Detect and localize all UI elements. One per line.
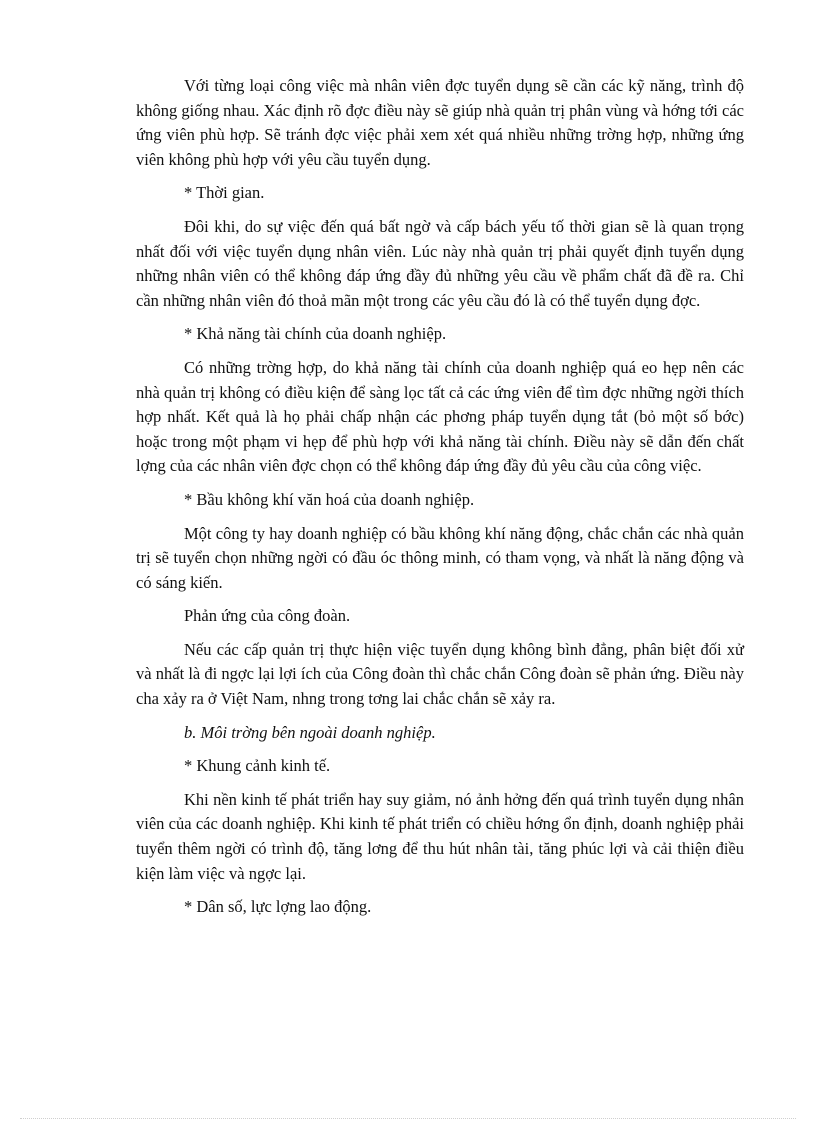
paragraph-economic-context: Khi nền kinh tế phát triển hay suy giảm, nó ảnh hởng đến quá trình tuyển dụng nhân viên của các doanh nghiệp. Khi kinh tế phát triển có chiều hớng ổn định, doanh nghiệp phải tuyển thêm ngời có trình độ, tăng lơng để thu hút nhân tài, tăng phúc lợi và cải thiện điều kiện làm việc và ngợc lại.	[136, 789, 744, 883]
heading-culture: * Bầu không khí văn hoá của doanh nghiệp.	[184, 489, 475, 509]
heading-financial-capacity: * Khả năng tài chính của doanh nghiệp.	[184, 324, 447, 344]
paragraph-culture: Một công ty hay doanh nghiệp có bầu không khí năng động, chắc chắn các nhà quản trị sẽ tuyển chọn những ngời có đầu óc thông minh, có tham vọng, và nhất là năng động và có sáng kiến.	[136, 523, 744, 592]
paragraph-time: Đôi khi, do sự việc đến quá bất ngờ và cấp bách yếu tố thời gian sẽ là quan trọng nhất đối với việc tuyển dụng nhân viên. Lúc này nhà quản trị phải quyết định tuyển dụng những nhân viên có thể không đáp ứng đầy đủ những yêu cầu về phẩm chất đã đề ra. Chỉ cần những nhân viên đó thoả mãn một trong các yêu cầu đó là có thể tuyển dụng đợc.	[136, 216, 744, 310]
paragraph-job-requirements: Với từng loại công việc mà nhân viên đợc tuyển dụng sẽ cần các kỹ năng, trình độ không giống nhau. Xác định rõ đợc điều này sẽ giúp nhà quản trị phân vùng và hớng tới các ứng viên phù hợp. Sẽ tránh đợc việc phải xem xét quá nhiều những trờng hợp, những ứng viên không phù hợp với yêu cầu tuyển dụng.	[136, 76, 744, 169]
heading-economic-context: * Khung cảnh kinh tế.	[184, 756, 331, 776]
heading-population-labor: * Dân số, lực lợng lao động.	[184, 897, 372, 917]
paragraph-union-reaction: Nếu các cấp quản trị thực hiện việc tuyển dụng không bình đẳng, phân biệt đối xử và nhất là đi ngợc lại lợi ích của Công đoàn thì chắc chắn Công đoàn sẽ phản ứng. Điều này cha xảy ra ở Việt Nam, nhng trong tơng lai chắc chắn sẽ xảy ra.	[136, 639, 744, 709]
heading-union-reaction: Phản ứng của công đoàn.	[184, 606, 351, 626]
page-bottom-divider	[20, 1118, 796, 1119]
section-heading-external-environment: b. Môi trờng bên ngoài doanh nghiệp.	[184, 722, 436, 742]
heading-time: * Thời gian.	[184, 183, 265, 203]
document-page	[136, 74, 744, 929]
paragraph-financial-capacity: Có những trờng hợp, do khả năng tài chính của doanh nghiệp quá eo hẹp nên các nhà quản trị không có điều kiện để sàng lọc tất cả các ứng viên để tìm đợc những ngời thích hợp nhất. Kết quả là họ phải chấp nhận các phơng pháp tuyển dụng tắt (bỏ một số bớc) hoặc trong một phạm vi hẹp để phù hợp với khả năng tài chính. Điều này sẽ dẫn đến chất lợng của các nhân viên đợc chọn có thể không đáp ứng đầy đủ yêu cầu của công việc.	[136, 357, 744, 476]
